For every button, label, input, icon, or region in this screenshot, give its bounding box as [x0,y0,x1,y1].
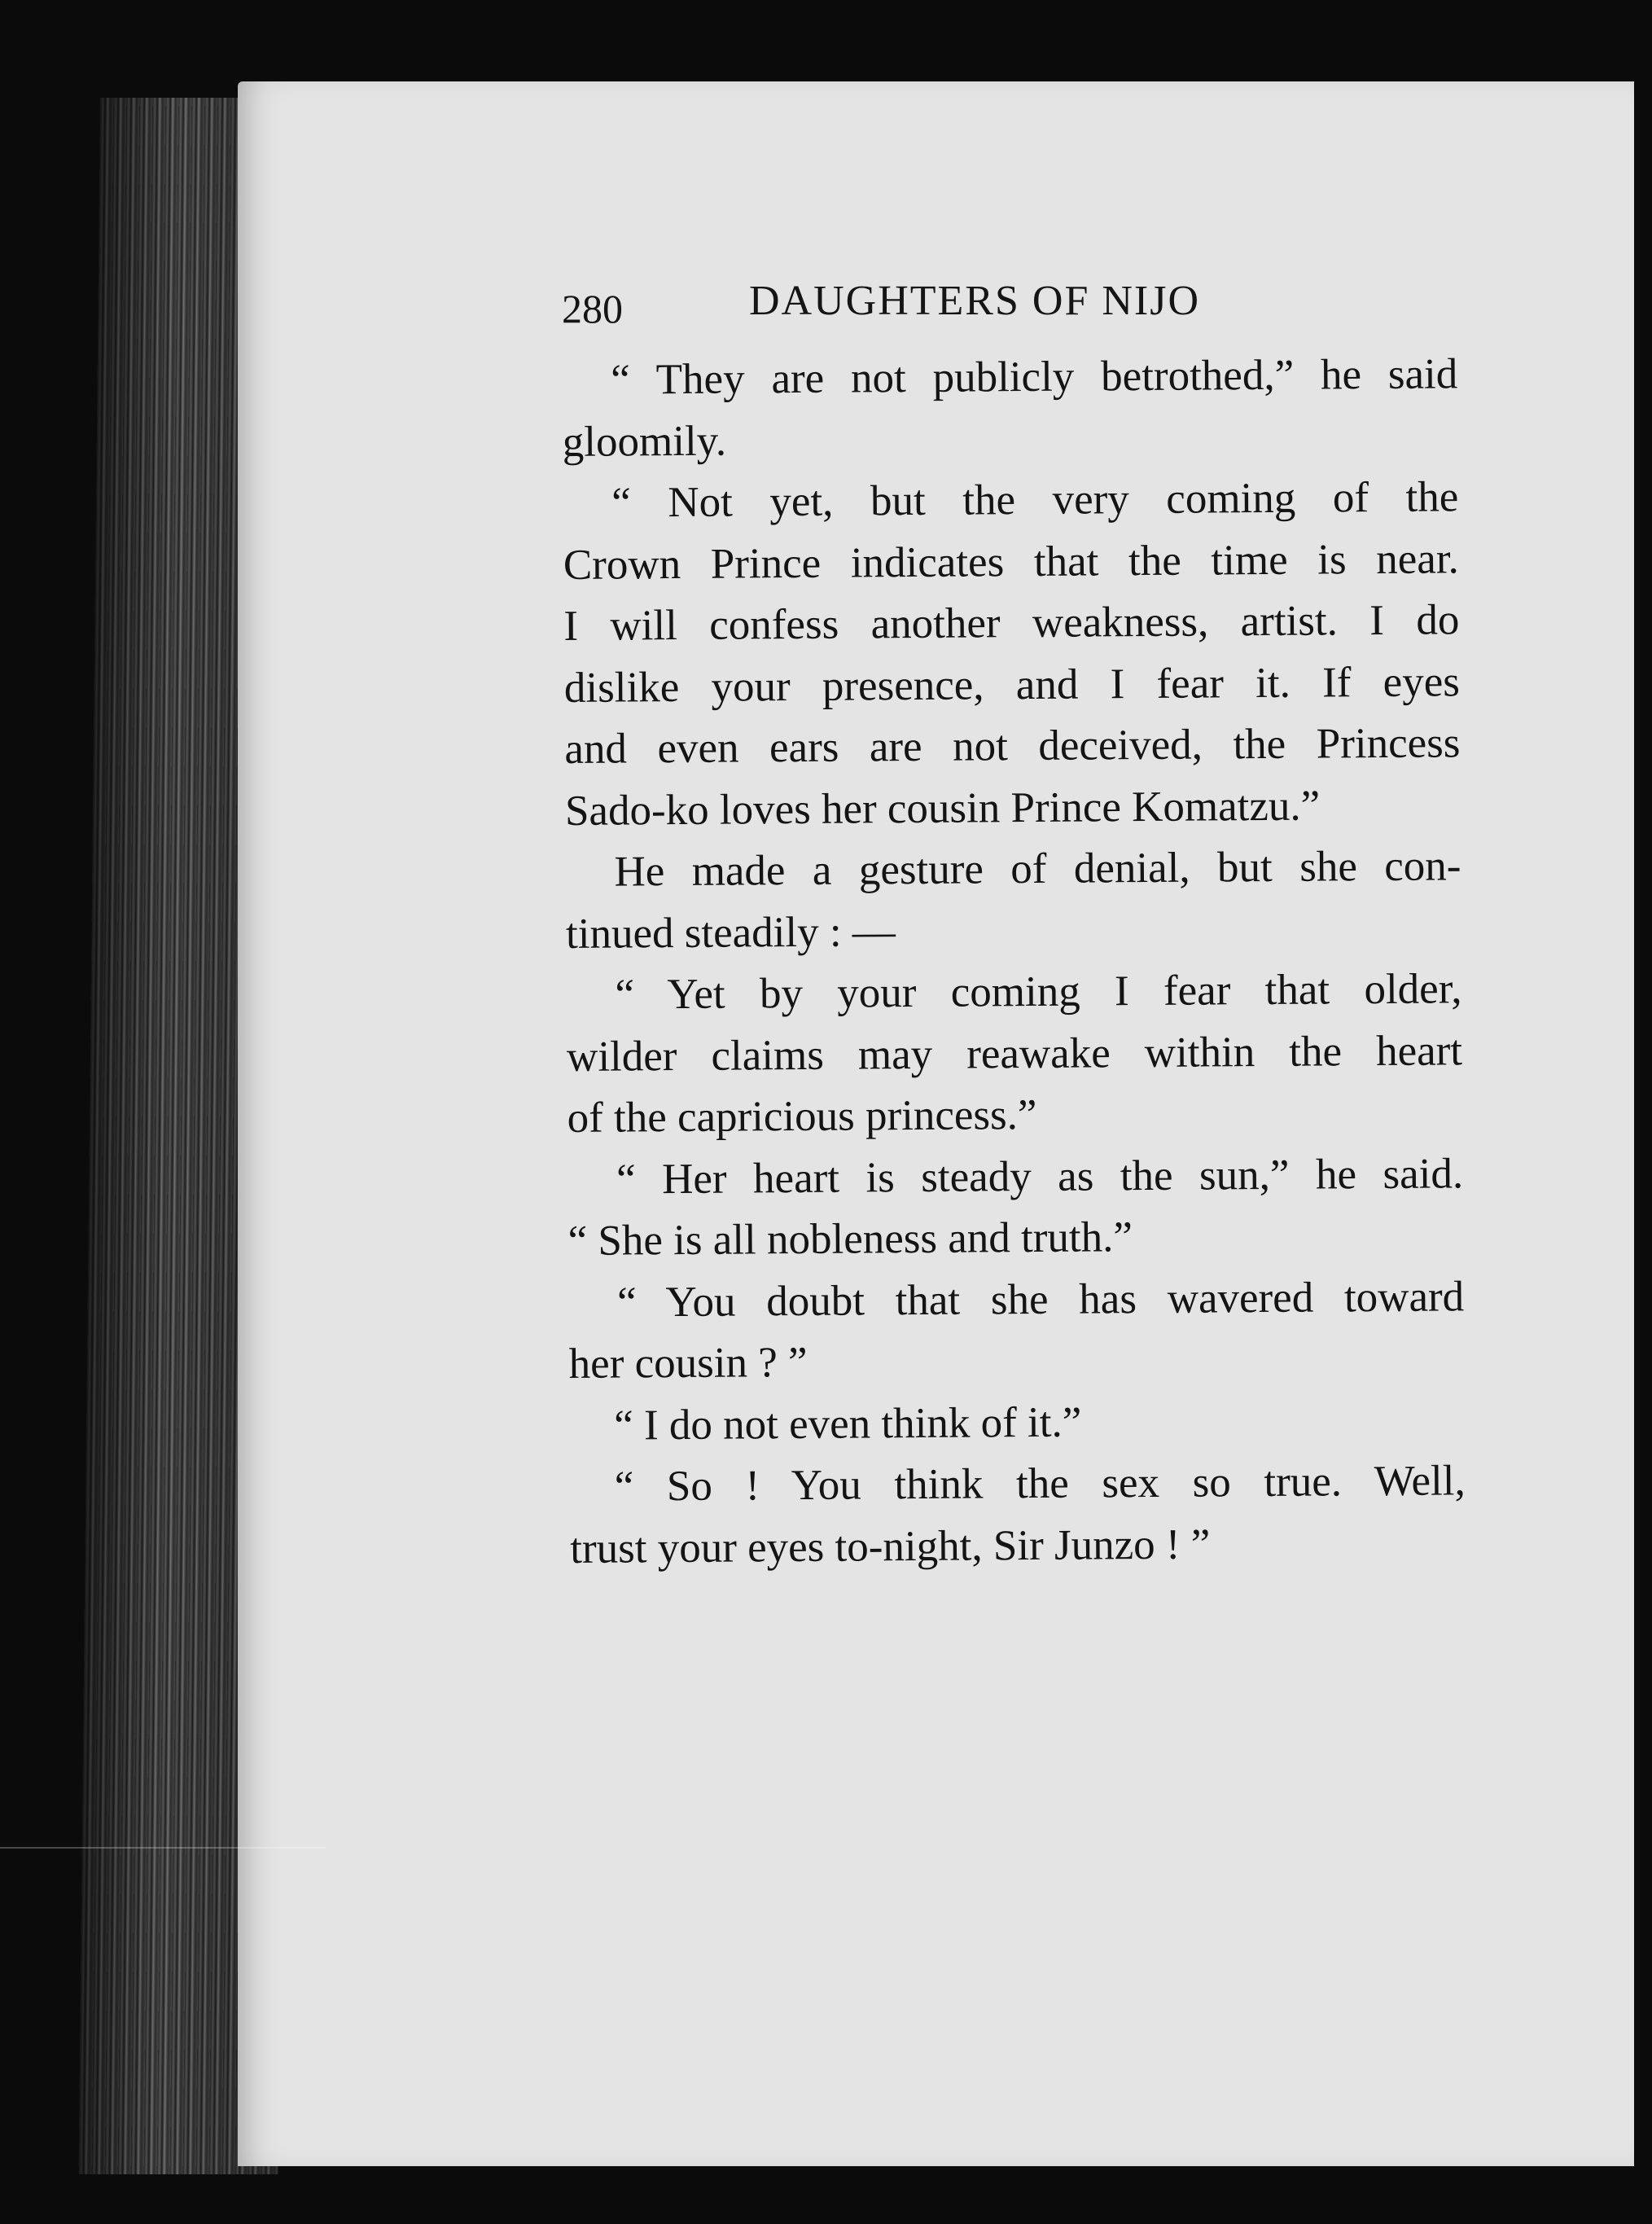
scan-artifact-line [0,1847,326,1849]
page-number: 280 [562,286,623,331]
page-header [562,277,1295,342]
text-line: Crown Prince indicates that the time is near. [563,534,1460,589]
text-line: He made a gesture of denial, but she con- [614,842,1461,896]
text-line: her cousin ? ” [568,1338,808,1388]
text-line: Sado-ko loves her cousin Prince Komatzu.” [564,782,1321,835]
text-line: “ They are not publicly betrothed,” he said [611,350,1458,404]
text-line: trust your eyes to-night, Sir Junzo ! ” [570,1520,1211,1573]
text-line: “ So ! You think the sex so true. Well, [614,1457,1466,1511]
body-text [562,344,1466,1580]
text-line: tinued steadily : — [565,907,896,958]
text-line: “ You doubt that she has wavered toward [616,1272,1465,1327]
text-line: I will confess another weakness, artist. I do [563,596,1460,650]
text-line: wilder claims may reawake within the heart [566,1026,1463,1081]
text-line: “ Not yet, but the very coming of the [611,473,1459,527]
text-line: “ She is all nobleness and truth.” [567,1213,1133,1265]
running-title: DAUGHTERS OF NIJO [749,278,1201,324]
text-line: gloomily. [562,417,727,466]
text-line: “ I do not even think of it.” [614,1398,1082,1450]
text-line: of the capricious princess.” [567,1090,1037,1142]
text-line: dislike your presence, and I fear it. If eyes [563,657,1461,712]
text-line: “ Yet by your coming I fear that older, [615,965,1462,1019]
text-line: “ Her heart is steady as the sun,” he said. [616,1149,1464,1204]
text-line: and even ears are not deceived, the Princess [564,719,1461,773]
